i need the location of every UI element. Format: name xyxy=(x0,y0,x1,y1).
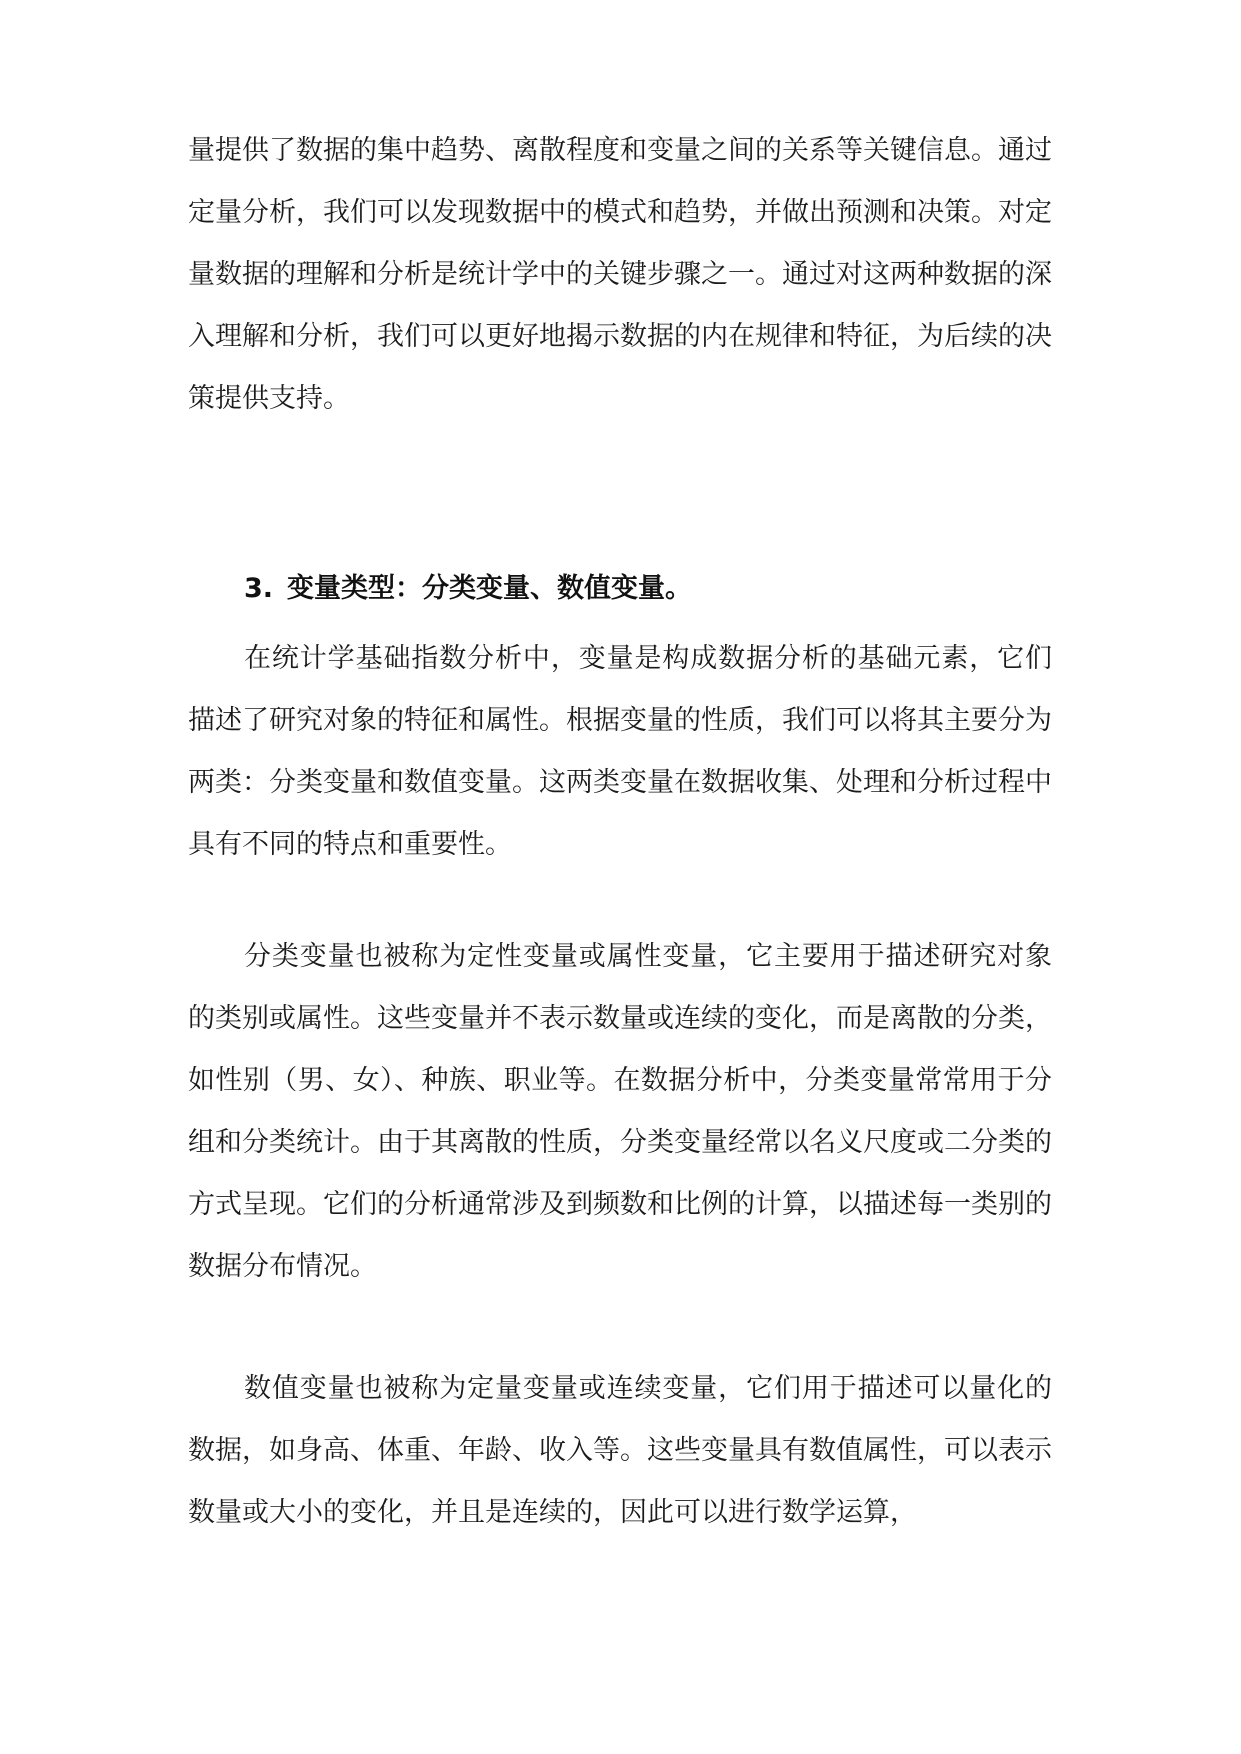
paragraph-continuation: 量提供了数据的集中趋势、离散程度和变量之间的关系等关键信息。通过定量分析，我们可以发现数据中的模式和趋势，并做出预测和决策。对定量数据的理解和分析是统计学中的关键步骤之一。通过对这两种数据的深入理解和分析，我们可以更好地揭示数据的内在规律和特征，为后续的决策提供支持。 xyxy=(188,135,1052,414)
section-heading xyxy=(244,558,1052,620)
section-number: 3. xyxy=(244,573,274,604)
paragraph-variables-intro: 在统计学基础指数分析中，变量是构成数据分析的基础元素，它们描述了研究对象的特征和属性。根据变量的性质，我们可以将其主要分为两类：分类变量和数值变量。这两类变量在数据收集、处理和分析过程中具有不同的特点和重要性。 xyxy=(188,643,1052,860)
paragraph-numeric-variables: 数值变量也被称为定量变量或连续变量，它们用于描述可以量化的数据，如身高、体重、年龄、收入等。这些变量具有数值属性，可以表示数量或大小的变化，并且是连续的，因此可以进行数学运算， xyxy=(188,1373,1052,1528)
section-title: 变量类型：分类变量、数值变量。 xyxy=(287,573,693,604)
paragraph-categorical-variables: 分类变量也被称为定性变量或属性变量，它主要用于描述研究对象的类别或属性。这些变量并不表示数量或连续的变化，而是离散的分类，如性别（男、女）、种族、职业等。在数据分析中，分类变量常常用于分组和分类统计。由于其离散的性质，分类变量经常以名义尺度或二分类的方式呈现。它们的分析通常涉及到频数和比例的计算，以描述每一类别的数据分布情况。 xyxy=(188,941,1052,1282)
